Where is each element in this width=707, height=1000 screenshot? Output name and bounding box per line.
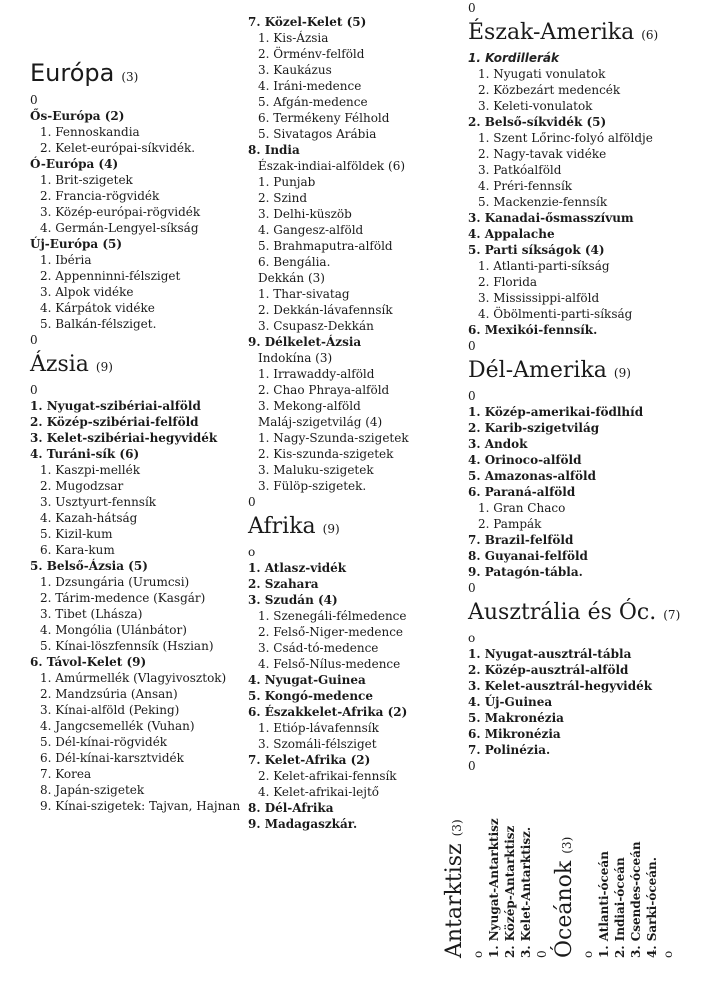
list-heading: 5. Belső-Ázsia (5) xyxy=(30,559,148,573)
oceanok-list xyxy=(596,837,660,958)
list-item: 5. Afgán-medence xyxy=(258,95,368,109)
eszak-amerika-list xyxy=(468,66,698,338)
oceanok-title: Óceánok xyxy=(552,860,577,958)
list-item: 5. Kizil-kum xyxy=(40,527,113,541)
list-heading: 9. Patagón-tábla. xyxy=(468,565,583,579)
list-item: 4. Kelet-afrikai-lejtő xyxy=(258,785,380,799)
column-right xyxy=(468,0,698,774)
list-item: 2. Kelet-európai-síkvidék. xyxy=(40,141,196,155)
zero-marker: 0 xyxy=(535,950,549,958)
list-item: 9. Kínai-szigetek: Tajvan, Hajnan xyxy=(40,799,241,813)
list-heading: 1. Atlasz-vidék xyxy=(248,561,347,575)
list-item: 2. Kis-szunda-szigetek xyxy=(258,447,394,461)
list-item: 2. Mandzsúria (Ansan) xyxy=(40,687,178,701)
section-title-eszak-amerika xyxy=(468,18,698,50)
column-middle xyxy=(248,0,463,832)
ausztralia-list xyxy=(468,646,698,758)
section-title-del-amerika xyxy=(468,356,698,388)
list-item: 5. Balkán-félsziget. xyxy=(40,317,157,331)
list-item: 3. Csupasz-Dekkán xyxy=(258,319,374,333)
list-item: 4. Kazah-hátság xyxy=(40,511,138,525)
list-item: 6. Dél-kínai-karsztvidék xyxy=(40,751,184,765)
list-item: 4. Préri-fennsík xyxy=(478,179,573,193)
section-title-afrika xyxy=(248,512,463,544)
list-item: 2. Felső-Niger-medence xyxy=(258,625,404,639)
list-heading: 9. Madagaszkár. xyxy=(248,817,358,831)
list-heading: 3. Szudán (4) xyxy=(248,593,338,607)
list-item: 3. Kelet-Antarktisz. xyxy=(519,826,533,958)
oceanok-count: (3) xyxy=(560,836,574,854)
list-item: 3. Maluku-szigetek xyxy=(258,463,374,477)
oceanok-block xyxy=(550,837,676,958)
list-item: 5. Sivatagos Arábia xyxy=(258,127,377,141)
list-item: 1. Amúrmellék (Vlagyivosztok) xyxy=(40,671,227,685)
list-item: 3. Mekong-alföld xyxy=(258,399,361,413)
list-item: 1. Brit-szigetek xyxy=(40,173,133,187)
del-amerika-title: Dél-Amerika xyxy=(468,358,607,383)
list-item: 2. Indiai-óceán xyxy=(613,857,627,958)
list-item: 2. Chao Phraya-alföld xyxy=(258,383,390,397)
list-heading: 1. Közép-amerikai-födlhíd xyxy=(468,405,644,419)
zero-marker: o xyxy=(468,631,476,645)
section-title-europa xyxy=(30,58,245,92)
list-heading: 7. Közel-Kelet (5) xyxy=(248,15,367,29)
handwritten-note: 1. Kordillerák xyxy=(468,51,559,65)
list-heading: 7. Kelet-Afrika (2) xyxy=(248,753,371,767)
section-title-antarktisz xyxy=(442,818,470,958)
list-heading: 6. Távol-Kelet (9) xyxy=(30,655,147,669)
list-heading: 5. Kongó-medence xyxy=(248,689,373,703)
list-heading: 5. Parti síkságok (4) xyxy=(468,243,605,257)
list-item: 4. Gangesz-alföld xyxy=(258,223,364,237)
zero-marker: 0 xyxy=(30,93,38,107)
list-item: 3. Csád-tó-medence xyxy=(258,641,379,655)
list-heading: 2. Belső-síkvidék (5) xyxy=(468,115,607,129)
list-item: 2. Nagy-tavak vidéke xyxy=(478,147,607,161)
azsia-title: Ázsia xyxy=(30,352,89,377)
section-title-azsia xyxy=(30,350,245,382)
list-heading: 4. Orinoco-alföld xyxy=(468,453,582,467)
list-item: 6. Kara-kum xyxy=(40,543,115,557)
zero-marker: 0 xyxy=(468,759,476,773)
list-heading: 6. Paraná-alföld xyxy=(468,485,576,499)
europa-title: Európa xyxy=(30,59,115,87)
list-item: Indokína (3) xyxy=(258,351,333,365)
list-item: 2. Tárim-medence (Kasgár) xyxy=(40,591,206,605)
list-item: 5. Mackenzie-fennsík xyxy=(478,195,608,209)
list-item: 3. Keleti-vonulatok xyxy=(478,99,593,113)
antarktisz-block xyxy=(440,818,550,958)
list-item: 1. Atlanti-parti-síkság xyxy=(478,259,610,273)
list-item: 1. Atlanti-óceán xyxy=(597,851,611,958)
section-title-oceanok xyxy=(552,837,580,958)
section-title-ausztralia xyxy=(468,598,698,630)
list-item: 8. Japán-szigetek xyxy=(40,783,145,797)
list-item: 3. Fülöp-szigetek. xyxy=(258,479,367,493)
list-heading: 7. Brazil-felföld xyxy=(468,533,574,547)
list-item: 7. Korea xyxy=(40,767,92,781)
list-heading: 4. Új-Guinea xyxy=(468,695,553,709)
list-heading: 8. Dél-Afrika xyxy=(248,801,334,815)
list-item: Maláj-szigetvilág (4) xyxy=(258,415,383,429)
list-heading: 2. Közép-szibériai-felföld xyxy=(30,415,199,429)
eszak-amerika-title: Észak-Amerika xyxy=(468,20,635,45)
list-heading: 8. India xyxy=(248,143,300,157)
ausztralia-count: (7) xyxy=(663,608,681,622)
list-heading: 2. Szahara xyxy=(248,577,319,591)
antarktisz-count: (3) xyxy=(450,819,464,837)
list-heading: 3. Andok xyxy=(468,437,528,451)
azsia-cont-list xyxy=(248,14,463,494)
list-item: 3. Usztyurt-fennsík xyxy=(40,495,157,509)
antarktisz-list xyxy=(486,818,534,958)
list-heading: 6. Mexikói-fennsík. xyxy=(468,323,598,337)
list-item: 3. Delhi-küszöb xyxy=(258,207,352,221)
zero-marker: 0 xyxy=(30,383,38,397)
list-heading: Ó-Európa (4) xyxy=(30,157,119,171)
list-heading: Új-Európa (5) xyxy=(30,237,123,251)
list-item: 3. Patkóalföld xyxy=(478,163,562,177)
list-item: 2. Örménv-felföld xyxy=(258,47,365,61)
del-amerika-count: (9) xyxy=(613,366,631,380)
zero-marker: 0 xyxy=(468,339,476,353)
list-item: 1. Punjab xyxy=(258,175,316,189)
list-item: 2. Közbezárt medencék xyxy=(478,83,621,97)
list-item: 4. Jangcsemellék (Vuhan) xyxy=(40,719,195,733)
list-heading: 4. Appalache xyxy=(468,227,555,241)
list-item: 3. Kínai-alföld (Peking) xyxy=(40,703,180,717)
list-item: 3. Szomáli-félsziget xyxy=(258,737,377,751)
list-heading: 5. Makronézia xyxy=(468,711,564,725)
zero-marker: 0 xyxy=(468,581,476,595)
list-heading: 3. Kelet-ausztrál-hegyvidék xyxy=(468,679,653,693)
zero-marker: 0 xyxy=(30,333,38,347)
list-item: 1. Etióp-lávafennsík xyxy=(258,721,379,735)
list-item: 2. Appenninni-félsziget xyxy=(40,269,181,283)
list-item: 6. Termékeny Félhold xyxy=(258,111,390,125)
zero-marker: 0 xyxy=(468,1,476,15)
list-item: 3. Mississippi-alföld xyxy=(478,291,600,305)
list-item: 5. Brahmaputra-alföld xyxy=(258,239,393,253)
list-item: 2. Francia-rögvidék xyxy=(40,189,160,203)
list-item: 4. Iráni-medence xyxy=(258,79,362,93)
list-item: 3. Alpok vidéke xyxy=(40,285,134,299)
list-heading: 3. Kelet-szibériai-hegyvidék xyxy=(30,431,218,445)
list-item: 2. Szind xyxy=(258,191,308,205)
list-heading: 6. Mikronézia xyxy=(468,727,561,741)
list-item: 2. Kelet-afrikai-fennsík xyxy=(258,769,397,783)
ausztralia-title: Ausztrália és Óc. xyxy=(468,600,657,625)
list-item: 3. Kaukázus xyxy=(258,63,332,77)
list-item: 2. Pampák xyxy=(478,517,542,531)
list-item: 4. Mongólia (Ulánbátor) xyxy=(40,623,187,637)
list-item: 1. Szent Lőrinc-folyó alföldje xyxy=(478,131,653,145)
eszak-amerika-count: (6) xyxy=(641,28,659,42)
list-heading: 1. Nyugat-szibériai-alföld xyxy=(30,399,201,413)
list-heading: 2. Karib-szigetvilág xyxy=(468,421,600,435)
list-item: 2. Közép-Antarktisz xyxy=(503,825,517,958)
list-item: 1. Ibéria xyxy=(40,253,92,267)
afrika-count: (9) xyxy=(322,522,340,536)
zero-marker: 0 xyxy=(468,389,476,403)
list-heading: 3. Kanadai-ősmasszívum xyxy=(468,211,634,225)
list-heading: 9. Délkelet-Ázsia xyxy=(248,335,362,349)
list-item: 1. Nyugat-Antarktisz xyxy=(487,818,501,958)
list-item: 5. Dél-kínai-rögvidék xyxy=(40,735,168,749)
list-item: 3. Tibet (Lhásza) xyxy=(40,607,143,621)
list-item: 2. Mugodzsar xyxy=(40,479,124,493)
list-item: 1. Kis-Ázsia xyxy=(258,31,329,45)
zero-marker: o xyxy=(248,545,256,559)
list-item: 1. Nagy-Szunda-szigetek xyxy=(258,431,409,445)
list-heading: Ős-Európa (2) xyxy=(30,109,125,123)
list-item: 3. Közép-európai-rögvidék xyxy=(40,205,201,219)
afrika-list xyxy=(248,560,463,832)
europa-list xyxy=(30,108,245,332)
list-item: 4. Sarki-óceán. xyxy=(645,857,659,958)
azsia-list xyxy=(30,398,245,814)
afrika-title: Afrika xyxy=(248,514,316,539)
column-left xyxy=(30,0,245,814)
zero-marker: o xyxy=(661,950,675,958)
list-item: 4. Kárpátok vidéke xyxy=(40,301,155,315)
list-item: 5. Kínai-löszfennsík (Hszian) xyxy=(40,639,214,653)
list-item: 3. Csendes-óceán xyxy=(629,841,643,958)
list-item: 4. Öbölmenti-parti-síkság xyxy=(478,307,633,321)
list-item: 4. Felső-Nílus-medence xyxy=(258,657,401,671)
list-item: 1. Fennoskandia xyxy=(40,125,140,139)
del-amerika-list xyxy=(468,404,698,580)
list-item: 2. Florida xyxy=(478,275,538,289)
list-heading: 8. Guyanai-felföld xyxy=(468,549,588,563)
zero-marker: 0 xyxy=(248,495,256,509)
list-item: 6. Bengália. xyxy=(258,255,331,269)
list-heading: 4. Nyugat-Guinea xyxy=(248,673,366,687)
zero-marker: o xyxy=(581,950,595,958)
list-item: 1. Nyugati vonulatok xyxy=(478,67,606,81)
list-item: 1. Szenegáli-félmedence xyxy=(258,609,407,623)
list-item: 4. Germán-Lengyel-síkság xyxy=(40,221,199,235)
list-item: 1. Irrawaddy-alföld xyxy=(258,367,375,381)
list-heading: 1. Nyugat-ausztrál-tábla xyxy=(468,647,632,661)
zero-marker: o xyxy=(471,950,485,958)
list-item: 1. Dzsungária (Urumcsi) xyxy=(40,575,190,589)
list-heading: 5. Amazonas-alföld xyxy=(468,469,596,483)
europa-count: (3) xyxy=(121,70,139,84)
list-item: 2. Dekkán-lávafennsík xyxy=(258,303,393,317)
list-heading: 4. Turáni-sík (6) xyxy=(30,447,140,461)
list-item: Dekkán (3) xyxy=(258,271,325,285)
list-item: 1. Thar-sivatag xyxy=(258,287,350,301)
list-item: 1. Gran Chaco xyxy=(478,501,566,515)
antarktisz-title: Antarktisz xyxy=(442,843,467,958)
list-item: 1. Kaszpi-mellék xyxy=(40,463,140,477)
list-heading: 6. Északkelet-Afrika (2) xyxy=(248,705,408,719)
list-heading: 7. Polinézia. xyxy=(468,743,551,757)
list-item: Észak-indiai-alföldek (6) xyxy=(258,159,406,173)
list-heading: 2. Közép-ausztrál-alföld xyxy=(468,663,629,677)
azsia-count: (9) xyxy=(95,360,113,374)
